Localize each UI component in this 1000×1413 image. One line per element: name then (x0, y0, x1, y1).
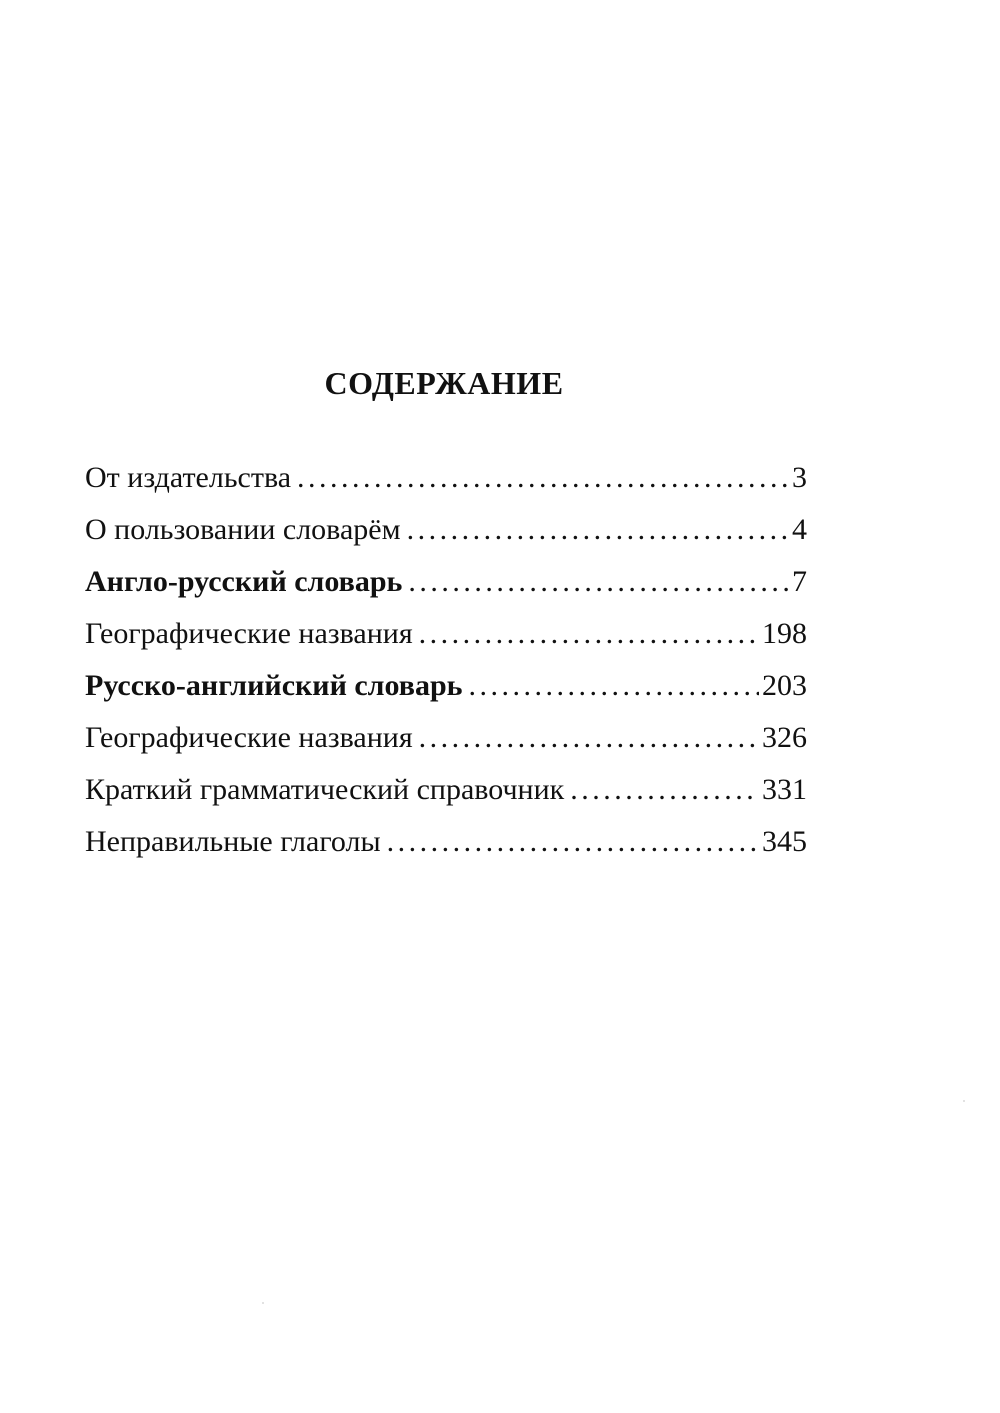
toc-entry (85, 458, 807, 510)
toc-entry (85, 770, 807, 822)
toc-entry-page: 203 (762, 669, 807, 702)
toc-entry (85, 666, 807, 718)
toc-entry (85, 718, 807, 770)
toc-title: СОДЕРЖАНИЕ (324, 365, 564, 401)
table-of-contents (85, 458, 807, 874)
toc-entry-label: Неправильные глаголы (85, 825, 381, 858)
scan-speck (963, 1100, 965, 1102)
toc-entry-page: 345 (762, 825, 807, 858)
dot-leader (469, 666, 759, 706)
dot-leader (387, 822, 759, 862)
toc-entry (85, 822, 807, 874)
toc-entry-page: 4 (792, 513, 807, 546)
toc-entry-label: Англо-русский словарь (85, 565, 403, 598)
toc-entry (85, 614, 807, 666)
toc-entry (85, 510, 807, 562)
dot-leader (570, 770, 759, 810)
toc-entry-label: Географические названия (85, 617, 413, 650)
toc-entry-label: Русско-английский словарь (85, 669, 463, 702)
dot-leader (408, 562, 789, 602)
toc-entry-label: От издательства (85, 461, 292, 494)
dot-leader (419, 718, 759, 758)
toc-entry-label: Краткий грамматический справочник (85, 773, 565, 806)
toc-entry-label: О пользовании словарём (85, 513, 401, 546)
toc-entry-page: 198 (762, 617, 807, 650)
toc-entry-page: 326 (762, 721, 807, 754)
toc-entry (85, 562, 807, 614)
toc-entry-page: 3 (792, 461, 807, 494)
dot-leader (419, 614, 759, 654)
toc-entry-label: Географические названия (85, 721, 413, 754)
toc-entry-page: 331 (762, 773, 807, 806)
scan-speck (262, 1302, 264, 1304)
dot-leader (297, 458, 789, 498)
dot-leader (407, 510, 789, 550)
toc-entry-page: 7 (792, 565, 807, 598)
